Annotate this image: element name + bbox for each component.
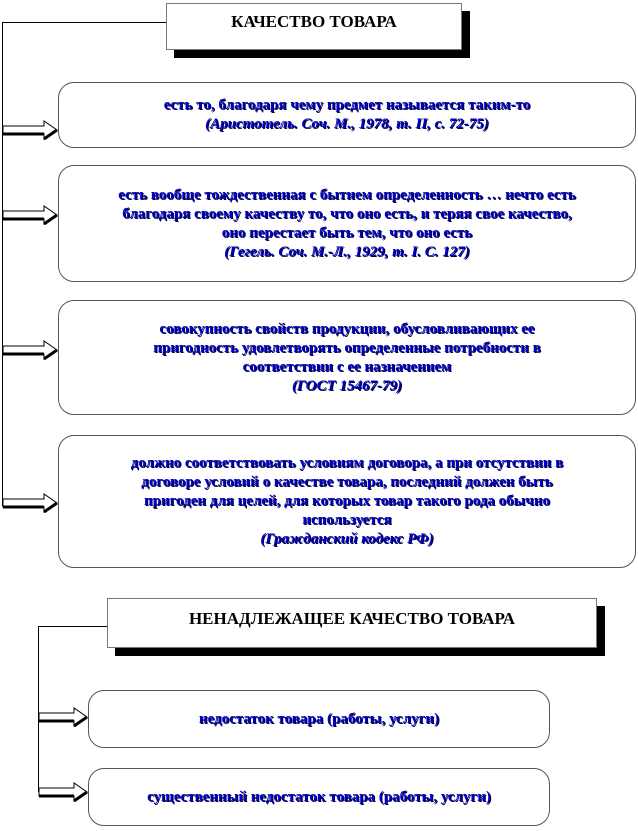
definition-box-gost	[58, 300, 636, 415]
arrow-right-icon	[2, 340, 58, 360]
definition-text: должно соответствовать условиям договора, а при отсутствии в	[130, 455, 564, 471]
definition-text: используется	[302, 512, 392, 528]
definition-box-civil-code	[58, 435, 636, 568]
definition-text: есть вообще тождественная с бытием определенность … нечто есть	[118, 186, 576, 203]
definition-box-aristotle	[58, 82, 636, 148]
definition-text: благодаря своему качеству то, что оно есть, и теряя свое качество,	[122, 205, 572, 222]
defect-box	[88, 690, 550, 748]
defect-text: недостаток товара (работы, услуги)	[198, 710, 440, 727]
definition-text: пригоден для целей, для которых товар такого рода обычно	[144, 493, 550, 509]
arrow-right-icon	[2, 205, 58, 225]
definition-box-hegel	[58, 165, 636, 282]
definition-text: договоре условий о качестве товара, последний должен быть	[141, 474, 553, 490]
arrow-right-icon	[2, 120, 58, 140]
arrow-right-icon	[2, 493, 58, 513]
definition-text: соответствии с ее назначением	[242, 358, 452, 375]
definition-text: пригодность удовлетворять определенные потребности в	[153, 339, 541, 356]
definition-text: совокупность свойств продукции, обусловливающих ее	[159, 320, 535, 337]
improper-quality-title: НЕНАДЛЕЖАЩЕЕ КАЧЕСТВО ТОВАРА	[107, 598, 597, 648]
connector-line	[38, 626, 107, 627]
quality-title: КАЧЕСТВО ТОВАРА	[166, 3, 462, 50]
definition-source: (Гражданский кодекс РФ)	[260, 531, 434, 547]
arrow-right-icon	[38, 707, 88, 727]
definition-source: (ГОСТ 15467-79)	[291, 377, 403, 394]
defect-text: существенный недостаток товара (работы, услуги)	[147, 788, 491, 805]
definition-source: (Аристотель. Соч. М., 1978, т. II, с. 72-75)	[205, 116, 489, 132]
significant-defect-box	[88, 768, 550, 826]
connector-line	[2, 22, 3, 506]
definition-text: оно перестает быть тем, что оно есть	[221, 224, 473, 241]
connector-line	[2, 22, 166, 23]
definition-text: есть то, благодаря чему предмет называется таким-то	[163, 97, 531, 113]
definition-source: (Гегель. Соч. М.-Л., 1929, т. I. С. 127)	[224, 243, 470, 260]
arrow-right-icon	[38, 782, 88, 802]
